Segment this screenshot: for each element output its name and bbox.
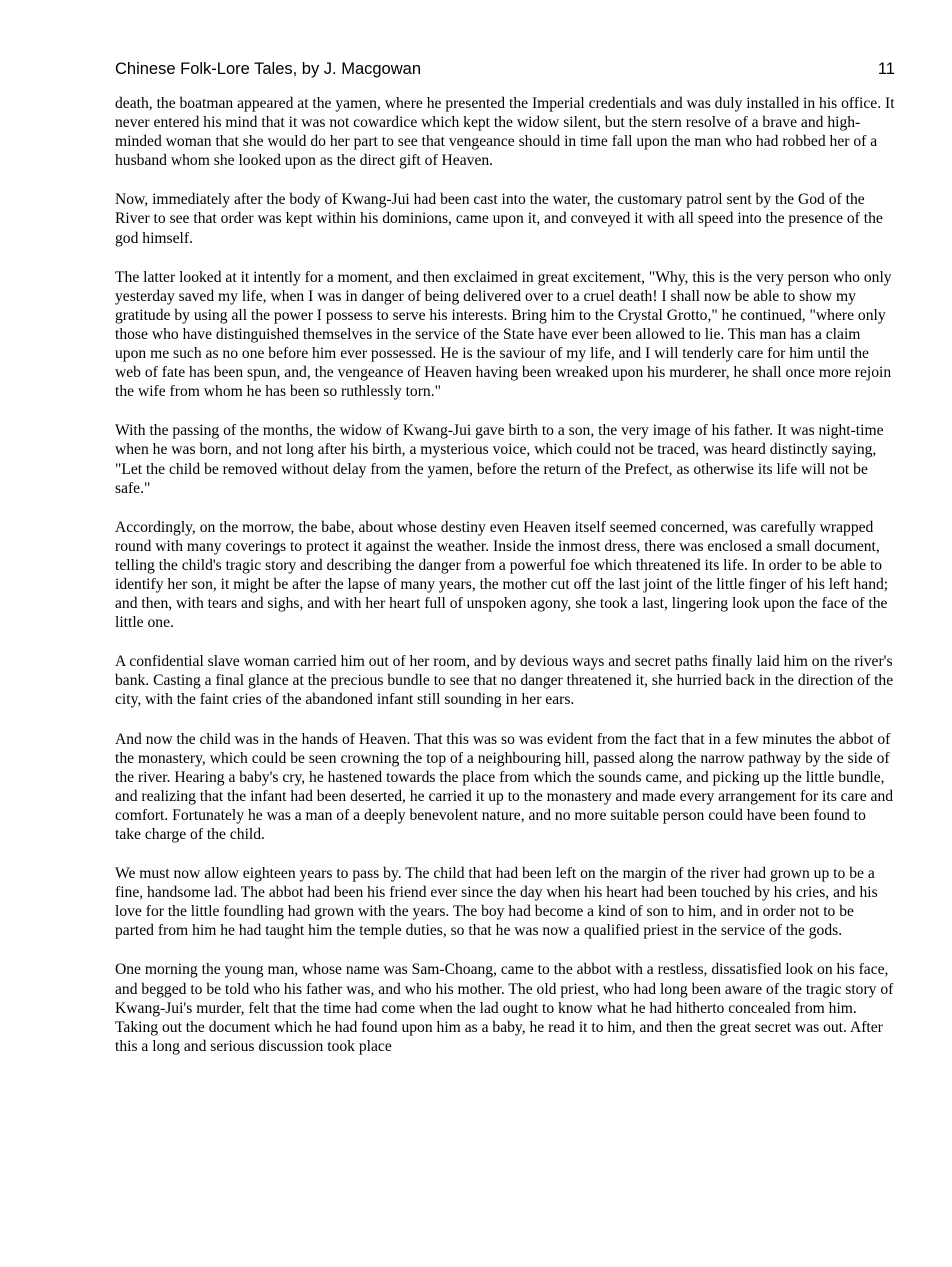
book-title: Chinese Folk-Lore Tales, by J. Macgowan [115,60,422,78]
paragraph: Now, immediately after the body of Kwang-Jui had been cast into the water, the customary patrol sent by the God of the River to see that order was kept within his dominions, came upon it, and conveyed it with all speed into the presence of the god himself. [115,191,883,247]
page-number: 11 [877,60,895,78]
body-text [115,94,895,1056]
paragraph: And now the child was in the hands of Heaven. That this was so was evident from the fact that in a few minutes the abbot of the monastery, which could be seen crowning the top of a neighbouring hill, passed along the narrow pathway by the side of the river. Hearing a baby's cry, he hastened towards the place from which the sounds came, and picking up the little bundle, and realizing that the infant had been deserted, he carried it up to the monastery and made every arrangement for its care and comfort. Fortunately he was a man of a deeply benevolent nature, and no more suitable person could have been found to take charge of the child. [115,730,894,843]
running-header [115,58,895,80]
paragraph: The latter looked at it intently for a moment, and then exclaimed in great excitement, "Why, this is the very person who only yesterday saved my life, when I was in danger of being delivered over to a cruel death! I shall now be able to show my gratitude by using all the power I possess to serve his interests. Bring him to the Crystal Grotto," he continued, "where only those who have distinguished themselves in the service of the State have ever been allowed to lie. This man has a claim upon me such as no one before him ever possessed. He is the saviour of my life, and I will tenderly care for him until the web of fate has been spun, and, the vengeance of Heaven having been wreaked upon his murderer, he shall once more rejoin the wife from whom he has been so ruthlessly torn." [115,268,892,401]
paragraph: We must now allow eighteen years to pass by. The child that had been left on the margin of the river had grown up to be a fine, handsome lad. The abbot had been his friend ever since the day when his heart had been touched by his cries, and his love for the little foundling had grown with the years. The boy had become a kind of son to him, and in order not to be parted from him he had taught him the temple duties, so that he was now a qualified priest in the service of the gods. [115,865,878,940]
paragraph: With the passing of the months, the widow of Kwang-Jui gave birth to a son, the very image of his father. It was night-time when he was born, and not long after his birth, a mysterious voice, which could not be traced, was heard distinctly saying, "Let the child be removed without delay from the yamen, before the return of the Prefect, as otherwise its life will not be safe." [115,422,884,497]
paragraph: A confidential slave woman carried him out of her room, and by devious ways and secret paths finally laid him on the river's bank. Casting a final glance at the precious bundle to see that no danger threatened it, she hurried back in the direction of the city, with the faint cries of the abandoned infant still sounding in her ears. [115,653,894,709]
book-page [115,58,895,1056]
paragraph: One morning the young man, whose name was Sam-Choang, came to the abbot with a restless, dissatisfied look on his face, and begged to be told who his father was, and who his mother. The old priest, who had long been aware of the tragic story of Kwang-Jui's murder, felt that the time had come when the lad ought to know what he had hitherto concealed from him. Taking out the document which he had found upon him as a baby, he read it to him, and then the great secret was out. After this a long and serious discussion took place [115,961,894,1055]
paragraph: Accordingly, on the morrow, the babe, about whose destiny even Heaven itself seemed concerned, was carefully wrapped round with many coverings to protect it against the weather. Inside the inmost dress, there was enclosed a small document, telling the child's tragic story and describing the danger from a powerful foe which threatened its life. In order to be able to identify her son, it might be after the lapse of many years, the mother cut off the last joint of the little finger of his left hand; and then, with tears and sighs, and with her heart full of unspoken agony, she took a last, lingering look upon the face of the little one. [115,518,889,632]
paragraph: death, the boatman appeared at the yamen, where he presented the Imperial credentials and was duly installed in his office. It never entered his mind that it was not cowardice which kept the widow silent, but the stern resolve of a brave and high-minded woman that she would do her part to see that vengeance should in time fall upon the man who had robbed her of a husband whom she looked upon as the direct gift of Heaven. [115,95,895,170]
